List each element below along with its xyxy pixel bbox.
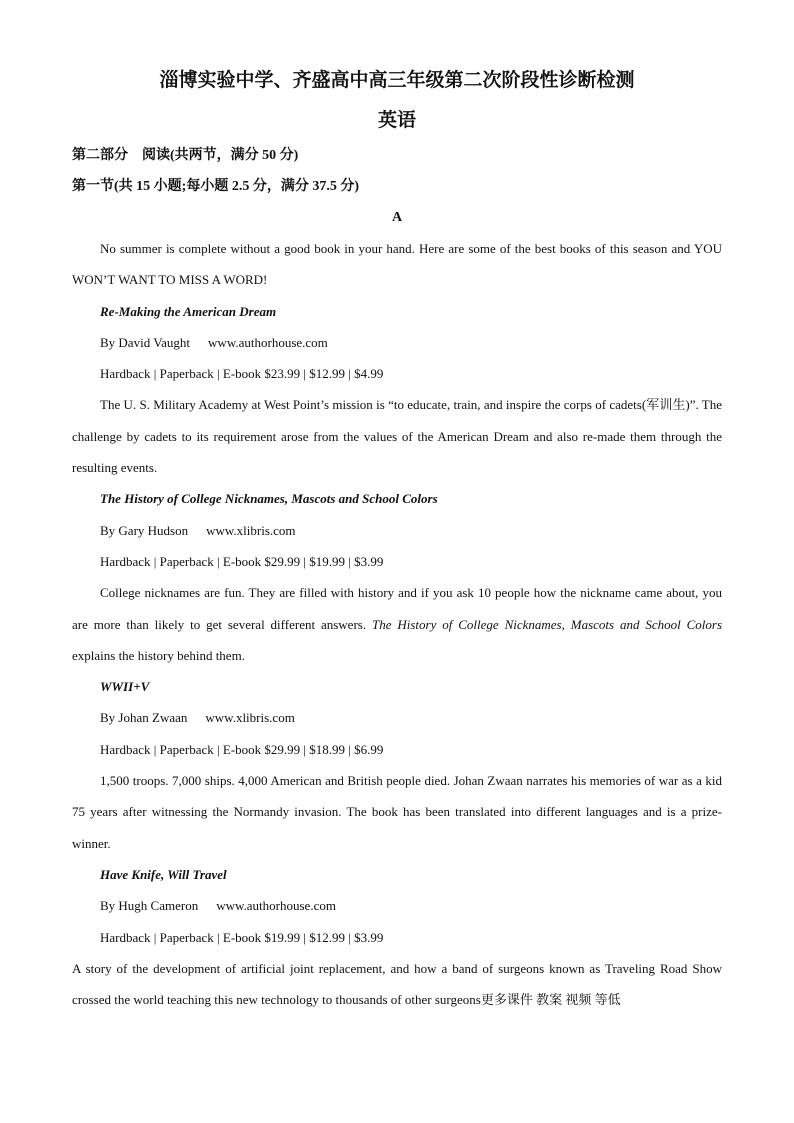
book-title: WWII+V (100, 679, 150, 695)
page-title: 淄博实验中学、齐盛高中高三年级第二次阶段性诊断检测 (159, 70, 635, 91)
book-title: Re-Making the American Dream (100, 303, 277, 319)
document-page (72, 66, 722, 1015)
book-formats: Hardback | Paperback | E-book $23.99 | $12.99 | $4.99 (100, 366, 384, 382)
part-label: 第二部分 (72, 148, 128, 163)
book-formats: Hardback | Paperback | E-book $29.99 | $19.99 | $3.99 (100, 553, 384, 569)
book-formats: Hardback | Paperback | E-book $29.99 | $18.99 | $6.99 (100, 741, 384, 757)
book-url: www.authorhouse.com (208, 334, 328, 350)
book-url: www.xlibris.com (205, 710, 295, 726)
description-italic-title: The History of College Nicknames, Mascots and School Colors (371, 616, 723, 632)
subject-heading: 英语 (377, 110, 416, 131)
part-name: 阅读(共两节，满分 50 分) (142, 148, 299, 163)
book-author-line (72, 327, 722, 358)
book-description: 1,500 troops. 7,000 ships. 4,000 American and British people died. Johan Zwaan narrates his memories of war as a kid 75 years after witnessing the Normandy invasion. The book has been translated into different languages and is a prize-winner. (72, 773, 722, 851)
book-title: Have Knife, Will Travel (100, 866, 227, 882)
intro-paragraph: No summer is complete without a good book in your hand. Here are some of the best books of this season and YOU WON’T WANT TO MISS A WORD! (72, 241, 722, 288)
book-description: A story of the development of artificial joint replacement, and how a band of surgeons known as Traveling Road Show crossed the world teaching this new technology to thousands of other surgeons更多课件 教案 视频 等低 (72, 960, 722, 1008)
book-description (72, 577, 722, 671)
book-url: www.authorhouse.com (216, 898, 336, 914)
book-url: www.xlibris.com (206, 522, 296, 538)
book-formats: Hardback | Paperback | E-book $19.99 | $12.99 | $3.99 (100, 929, 384, 945)
book-author: By David Vaught (100, 334, 191, 350)
passage-letter: A (391, 210, 403, 225)
description-text: College nicknames are fun. They are filled with history and if you ask 10 people how the nickname came about, you are more than likely to get several different answers. (72, 585, 722, 632)
book-author-line (72, 515, 722, 546)
book-description: The U. S. Military Academy at West Point’s mission is “to educate, train, and inspire the corps of cadets(军训生)”. The challenge by cadets to its requirement arose from the values of the American Dream and also re-made them through the resulting events. (72, 397, 722, 476)
part-heading (72, 140, 722, 171)
book-author: By Hugh Cameron (100, 898, 199, 914)
description-text: explains the history behind them. (72, 647, 245, 663)
book-author: By Gary Hudson (100, 522, 189, 538)
book-title: The History of College Nicknames, Mascots and School Colors (100, 491, 438, 507)
book-author: By Johan Zwaan (100, 710, 188, 726)
book-author-line (72, 702, 722, 733)
book-author-line (72, 890, 722, 921)
section-heading: 第一节(共 15 小题;每小题 2.5 分，满分 37.5 分) (72, 179, 359, 194)
